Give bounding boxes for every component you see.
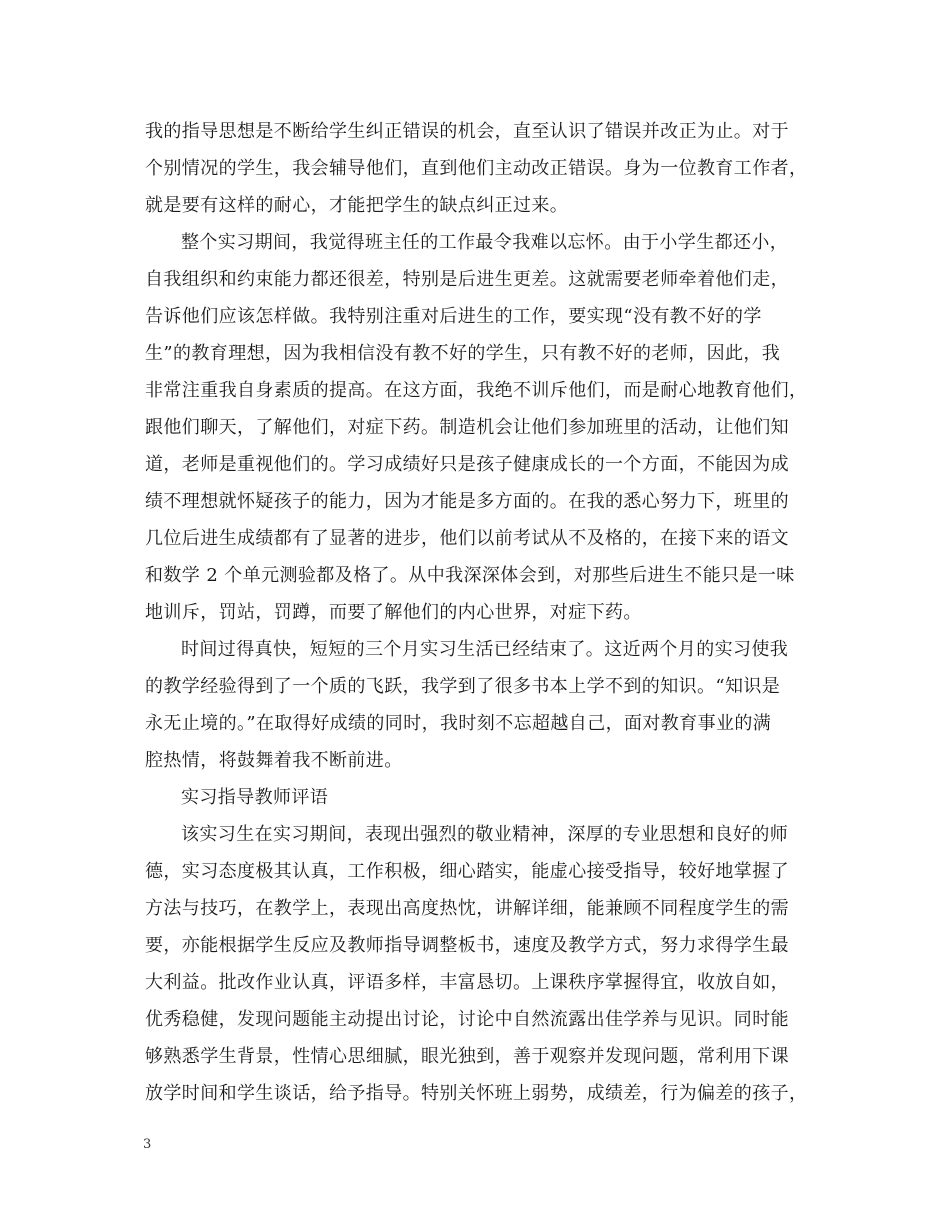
body-text-line: 个别情况的学生，我会辅导他们，直到他们主动改正错误。身为一位教育工作者，	[145, 158, 808, 179]
paragraph-first-line: 整个实习期间，我觉得班主任的工作最令我难以忘怀。由于小学生都还小，	[181, 232, 789, 253]
body-text-line: 绩不理想就怀疑孩子的能力，因为才能是多方面的。在我的悉心努力下，班里的	[145, 491, 789, 512]
body-text-line: 生”的教育理想，因为我相信没有教不好的学生，只有教不好的老师，因此，我	[145, 343, 781, 364]
body-text-line: 跟他们聊天，了解他们，对症下药。制造机会让他们参加班里的活动，让他们知	[145, 417, 789, 438]
body-text-line: 腔热情，将鼓舞着我不断前进。	[145, 750, 403, 771]
body-text-line: 方法与技巧，在教学上，表现出高度热忱，讲解详细，能兼顾不同程度学生的需	[145, 898, 789, 919]
body-text-line: 放学时间和学生谈话，给予指导。特别关怀班上弱势，成绩差，行为偏差的孩子，	[145, 1083, 808, 1104]
page-number: 3	[143, 1137, 152, 1152]
body-text-line: 告诉他们应该怎样做。我特别注重对后进生的工作，要实现“没有教不好的学	[145, 306, 762, 327]
body-text-line: 自我组织和约束能力都还很差，特别是后进生更差。这就需要老师牵着他们走，	[145, 269, 789, 290]
section-heading: 实习指导教师评语	[181, 787, 329, 808]
body-text-line: 我的指导思想是不断给学生纠正错误的机会，直至认识了错误并改正为止。对于	[145, 121, 789, 142]
paragraph-first-line: 时间过得真快，短短的三个月实习生活已经结束了。这近两个月的实习使我	[181, 639, 789, 660]
body-text-line: 几位后进生成绩都有了显著的进步，他们以前考试从不及格的，在接下来的语文	[145, 528, 789, 549]
body-text-line: 永无止境的。”在取得好成绩的同时，我时刻不忘超越自己，面对教育事业的满	[145, 713, 772, 734]
body-text-line: 大利益。批改作业认真，评语多样，丰富恳切。上课秩序掌握得宜，收放自如，	[145, 972, 789, 993]
body-text-line: 就是要有这样的耐心，才能把学生的缺点纠正过来。	[145, 195, 569, 216]
body-text-line: 优秀稳健，发现问题能主动提出讨论，讨论中自然流露出佳学养与见识。同时能	[145, 1009, 789, 1030]
body-text-line: 够熟悉学生背景，性情心思细腻，眼光独到，善于观察并发现问题，常利用下课	[145, 1046, 789, 1067]
body-text-line: 德，实习态度极其认真，工作积极，细心踏实，能虚心接受指导，较好地掌握了	[145, 861, 789, 882]
body-text-line: 道，老师是重视他们的。学习成绩好只是孩子健康成长的一个方面，不能因为成	[145, 454, 789, 475]
body-text-line: 地训斥，罚站，罚蹲，而要了解他们的内心世界，对症下药。	[145, 602, 642, 623]
paragraph-first-line: 该实习生在实习期间，表现出强烈的敬业精神，深厚的专业思想和良好的师	[181, 824, 789, 845]
body-text-line: 的教学经验得到了一个质的飞跃，我学到了很多书本上学不到的知识。“知识是	[145, 676, 781, 697]
body-text-line: 和数学 2 个单元测验都及格了。从中我深深体会到，对那些后进生不能只是一味	[145, 565, 795, 586]
body-text-line: 要，亦能根据学生反应及教师指导调整板书，速度及教学方式，努力求得学生最	[145, 935, 789, 956]
body-text-line: 非常注重我自身素质的提高。在这方面，我绝不训斥他们，而是耐心地教育他们，	[145, 380, 808, 401]
